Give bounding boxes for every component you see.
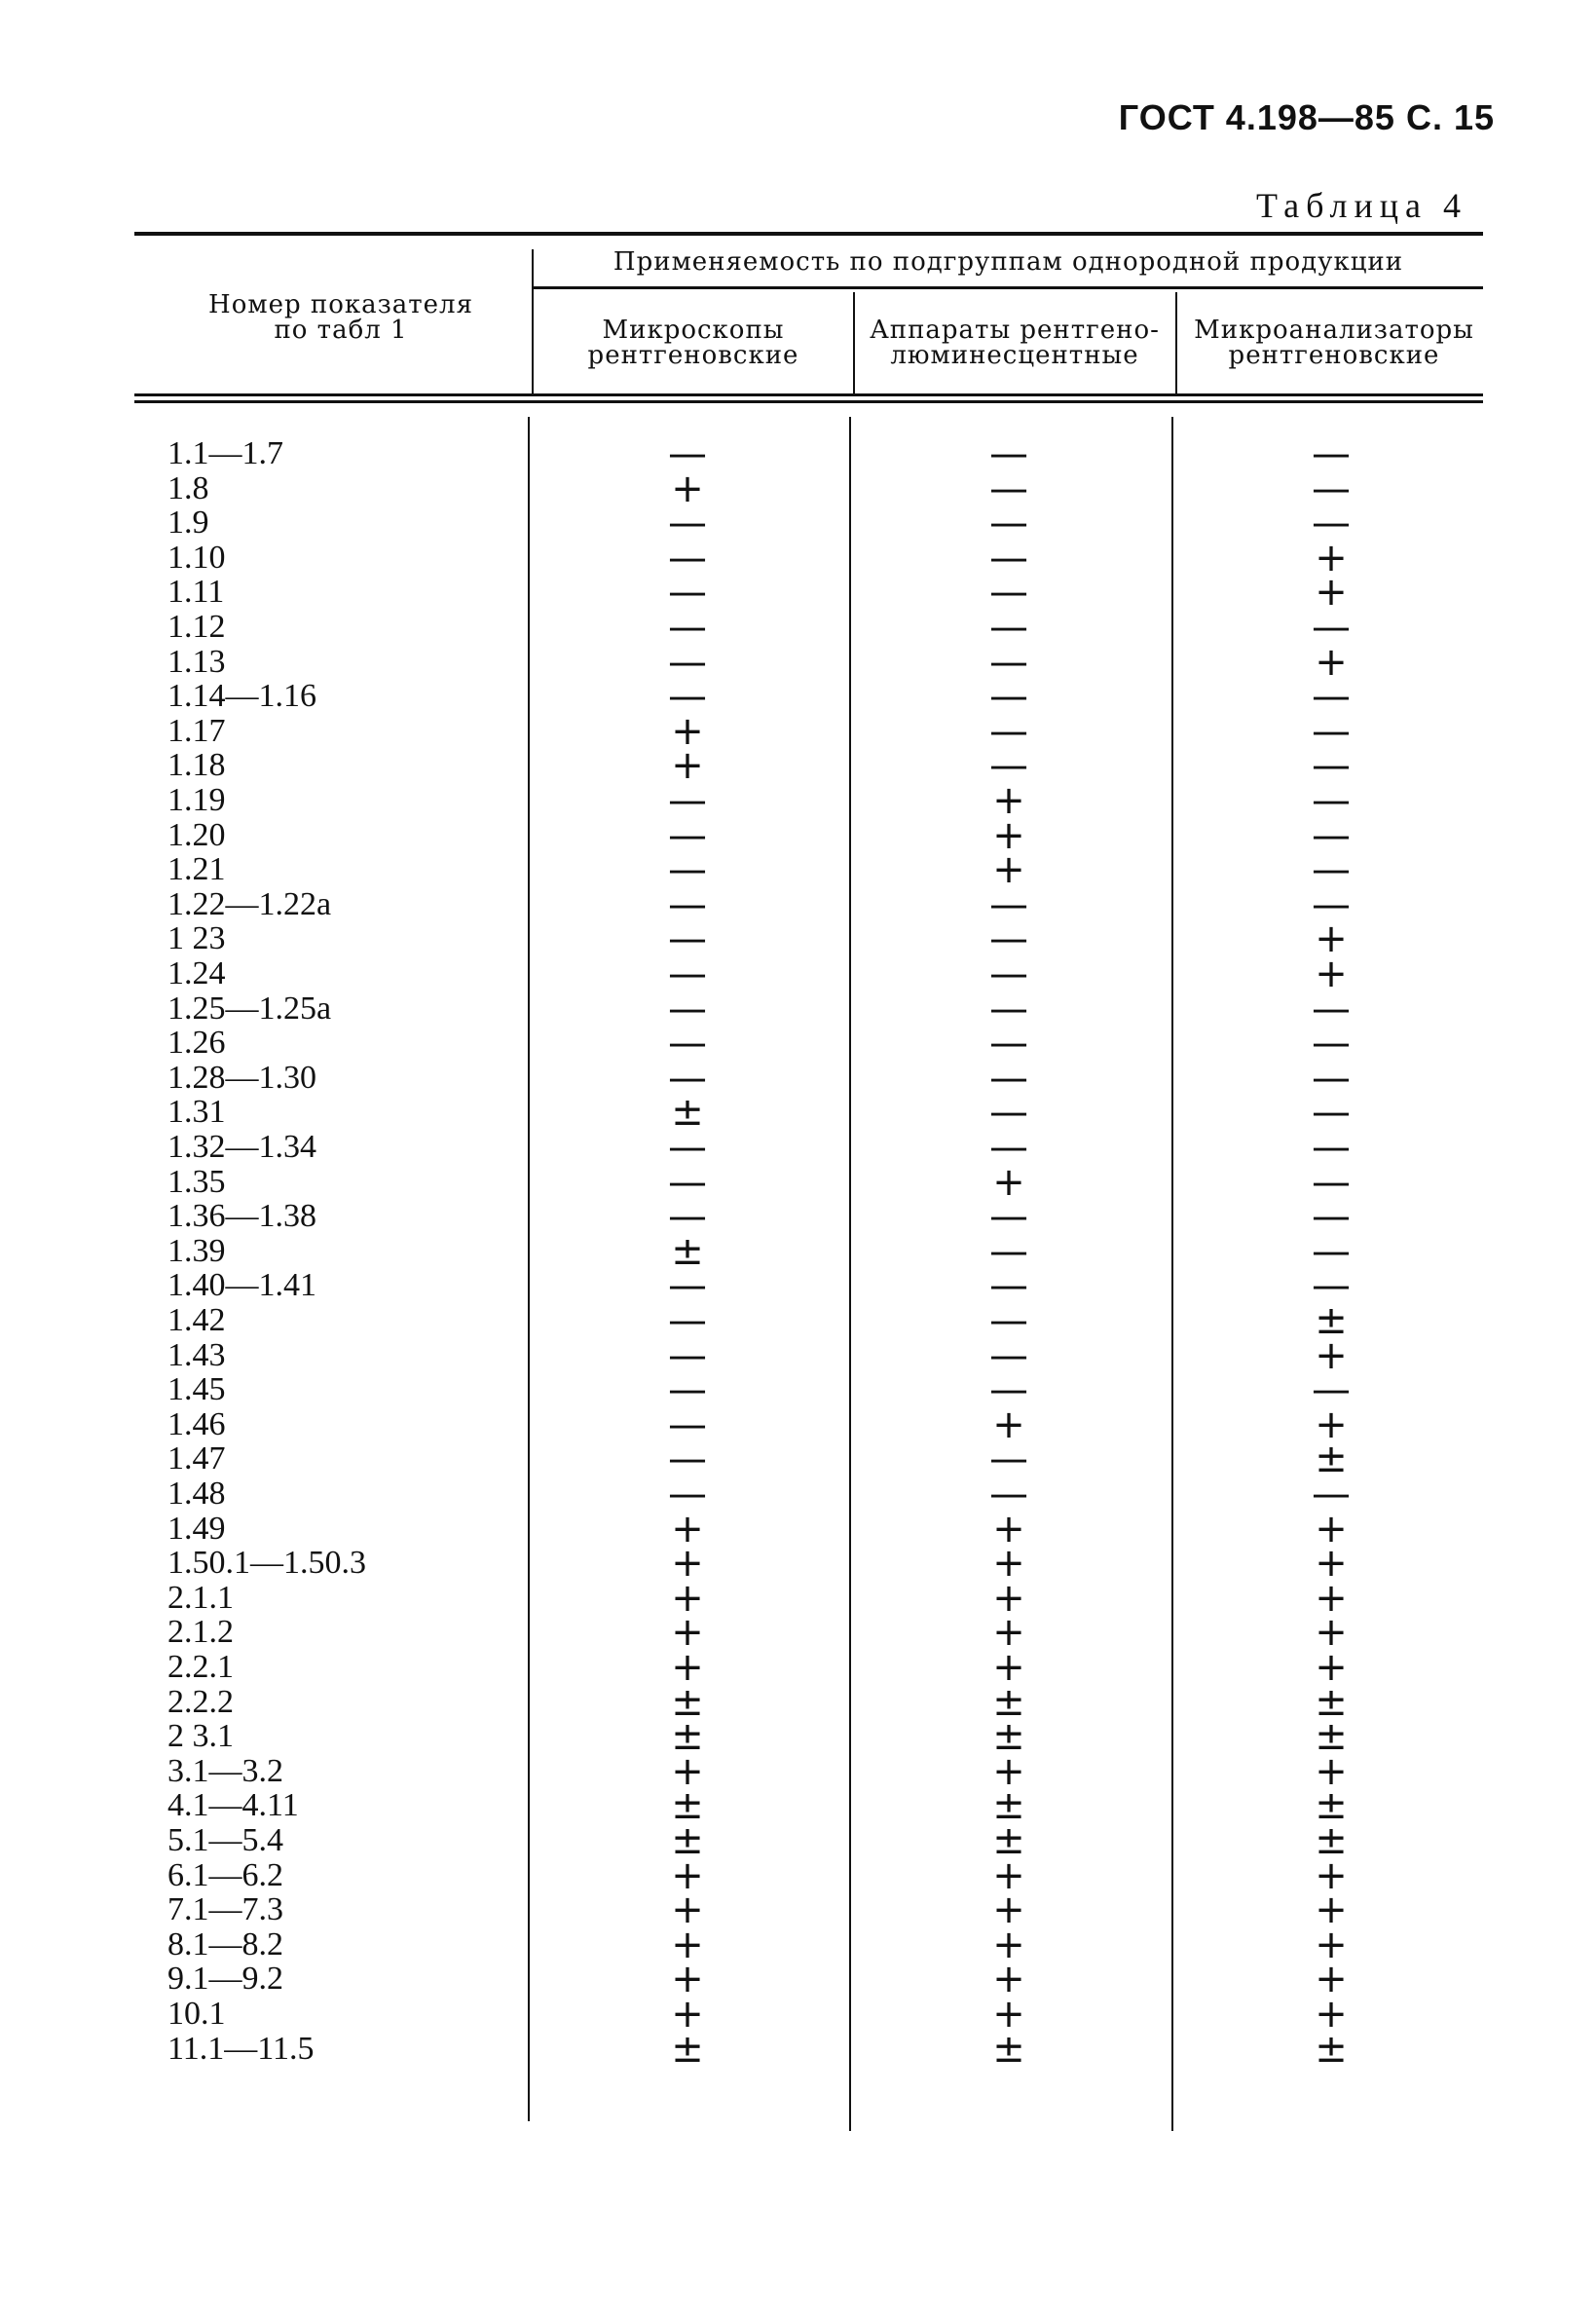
applicability-mark: + <box>671 1957 704 2002</box>
applicability-mark: — <box>668 1055 707 1101</box>
table-row <box>0 952 1596 996</box>
applicability-mark: — <box>1312 431 1351 476</box>
table-row <box>0 1575 1596 1621</box>
indicator-number: 1 23 <box>167 920 226 957</box>
table-row <box>0 1401 1596 1447</box>
applicability-mark: + <box>671 708 704 754</box>
applicability-mark: — <box>668 1367 707 1413</box>
applicability-mark: + <box>1315 1332 1348 1378</box>
applicability-mark: — <box>668 1125 707 1170</box>
applicability-mark: + <box>992 847 1025 893</box>
indicator-number: 1.12 <box>167 609 226 645</box>
applicability-mark: — <box>668 1021 707 1066</box>
indicator-number: 1.24 <box>167 955 226 991</box>
applicability-mark: — <box>989 986 1028 1031</box>
applicability-mark: ± <box>1315 1818 1348 1863</box>
indicator-number: 1.28—1.30 <box>167 1059 316 1096</box>
indicator-number: 1.43 <box>167 1336 226 1373</box>
table-row <box>0 1367 1596 1413</box>
applicability-mark: — <box>989 1332 1028 1378</box>
table-row <box>0 1090 1596 1136</box>
applicability-mark: — <box>1312 778 1351 823</box>
table-top-rule <box>134 232 1483 236</box>
applicability-mark: — <box>1312 674 1351 720</box>
indicator-number: 4.1—4.11 <box>167 1787 299 1824</box>
column-header-luminescent-apparatus: Аппараты рентгено- люминесцентные <box>870 316 1160 370</box>
applicability-mark: + <box>671 1506 704 1551</box>
indicator-number: 1.8 <box>167 469 209 506</box>
table-row <box>0 1679 1596 1725</box>
applicability-mark: + <box>1315 535 1348 580</box>
applicability-mark: — <box>989 1194 1028 1240</box>
applicability-mark: + <box>1315 1852 1348 1898</box>
applicability-mark: ± <box>1315 1437 1348 1482</box>
table-row <box>0 708 1596 754</box>
applicability-mark: — <box>668 1298 707 1343</box>
applicability-mark: ± <box>1315 1714 1348 1760</box>
applicability-mark: — <box>989 674 1028 720</box>
applicability-mark: + <box>992 1401 1025 1447</box>
indicator-number: 9.1—9.2 <box>167 1961 283 1998</box>
applicability-mark: — <box>989 1125 1028 1170</box>
applicability-mark: + <box>992 1887 1025 1933</box>
indicator-number: 2 3.1 <box>167 1718 234 1755</box>
indicator-number: 1.25—1.25а <box>167 990 332 1027</box>
indicator-number: 1.48 <box>167 1476 226 1512</box>
header-bottom-rule-1 <box>134 393 1483 396</box>
applicability-mark: — <box>1312 1367 1351 1413</box>
table-row <box>0 1125 1596 1170</box>
table-row <box>0 674 1596 720</box>
indicator-number: 10.1 <box>167 1996 226 2032</box>
applicability-mark: — <box>1312 1472 1351 1516</box>
table-row <box>0 431 1596 476</box>
applicability-mark: ± <box>1315 2026 1348 2072</box>
applicability-mark: ± <box>1315 1298 1348 1343</box>
table-row <box>0 1922 1596 1967</box>
applicability-mark: — <box>668 1437 707 1482</box>
table-row <box>0 847 1596 893</box>
applicability-mark: + <box>992 1957 1025 2002</box>
header-divider-col2 <box>853 292 855 395</box>
applicability-mark: — <box>668 570 707 616</box>
applicability-mark: — <box>989 708 1028 754</box>
table-row <box>0 1332 1596 1378</box>
applicability-mark: + <box>1315 1922 1348 1967</box>
applicability-mark: + <box>671 1575 704 1621</box>
applicability-mark: — <box>668 847 707 893</box>
applicability-mark: — <box>668 1401 707 1447</box>
applicability-mark: — <box>989 1298 1028 1343</box>
applicability-mark: — <box>989 1090 1028 1136</box>
applicability-mark: — <box>1312 708 1351 754</box>
applicability-mark: + <box>992 1506 1025 1551</box>
applicability-mark: — <box>1312 1228 1351 1274</box>
indicator-number: 1.1—1.7 <box>167 435 283 471</box>
applicability-mark: — <box>989 1367 1028 1413</box>
applicability-mark: — <box>1312 501 1351 546</box>
table-row <box>0 1887 1596 1933</box>
applicability-mark: ± <box>1315 1783 1348 1829</box>
table-row <box>0 1021 1596 1066</box>
indicator-number: 1.9 <box>167 505 209 542</box>
applicability-mark: + <box>992 1922 1025 1967</box>
header-bottom-rule-2 <box>134 400 1483 403</box>
table-row <box>0 1748 1596 1794</box>
table-row <box>0 1818 1596 1863</box>
applicability-mark: + <box>671 1610 704 1656</box>
applicability-mark: — <box>989 916 1028 962</box>
table-row <box>0 535 1596 580</box>
indicator-number: 1.46 <box>167 1405 226 1442</box>
applicability-mark: — <box>1312 812 1351 858</box>
indicator-number: 1.45 <box>167 1371 226 1408</box>
table-row <box>0 743 1596 789</box>
applicability-mark: — <box>1312 1194 1351 1240</box>
applicability-mark: + <box>1315 639 1348 685</box>
table-row <box>0 881 1596 927</box>
applicability-mark: — <box>668 986 707 1031</box>
applicability-mark: + <box>992 1159 1025 1205</box>
indicator-number: 1.18 <box>167 747 226 784</box>
table-row <box>0 466 1596 511</box>
applicability-mark: + <box>671 1645 704 1690</box>
table-row <box>0 639 1596 685</box>
applicability-mark: — <box>1312 466 1351 511</box>
applicability-mark: — <box>668 674 707 720</box>
table-row <box>0 1992 1596 2037</box>
index-column-header: Номер показателя по табл 1 <box>208 290 473 345</box>
applicability-mark: — <box>1312 1263 1351 1309</box>
applicability-mark: ± <box>671 1090 704 1136</box>
table-row <box>0 1957 1596 2002</box>
indicator-number: 1.11 <box>167 574 225 611</box>
applicability-mark: + <box>1315 1401 1348 1447</box>
applicability-mark: + <box>671 466 704 511</box>
indicator-number: 1.32—1.34 <box>167 1129 316 1165</box>
table-row <box>0 1055 1596 1101</box>
applicability-mark: ± <box>992 1714 1025 1760</box>
applicability-mark: + <box>671 1748 704 1794</box>
indicator-number: 1.49 <box>167 1510 226 1547</box>
indicator-number: 1.14—1.16 <box>167 678 316 715</box>
applicability-mark: — <box>989 1472 1028 1516</box>
applicability-mark: + <box>992 1541 1025 1587</box>
applicability-mark: + <box>1315 1645 1348 1690</box>
table-row <box>0 570 1596 616</box>
applicability-mark: + <box>1315 1541 1348 1587</box>
indicator-number: 1.31 <box>167 1094 226 1131</box>
indicator-number: 1.22—1.22а <box>167 885 332 922</box>
indicator-number: 1.10 <box>167 539 226 576</box>
table-row <box>0 1159 1596 1205</box>
applicability-mark: + <box>992 812 1025 858</box>
applicability-mark: — <box>989 570 1028 616</box>
applicability-mark: — <box>989 1228 1028 1274</box>
applicability-mark: + <box>671 1852 704 1898</box>
indicator-number: 8.1—8.2 <box>167 1925 283 1962</box>
column-header-microscopes: Микроскопы рентгеновские <box>587 316 799 370</box>
applicability-mark: — <box>989 1021 1028 1066</box>
indicator-number: 1.47 <box>167 1440 226 1477</box>
applicability-mark: — <box>668 605 707 650</box>
table-row <box>0 1506 1596 1551</box>
applicability-mark: + <box>992 1748 1025 1794</box>
group-header: Применяемость по подгруппам однородной продукции <box>612 247 1404 277</box>
table-caption: Таблица 4 <box>1256 186 1467 225</box>
table-row <box>0 605 1596 650</box>
indicator-number: 1.17 <box>167 712 226 749</box>
table-row <box>0 1194 1596 1240</box>
applicability-mark: — <box>989 535 1028 580</box>
applicability-mark: ± <box>671 1679 704 1725</box>
indicator-number: 1.40—1.41 <box>167 1267 316 1304</box>
applicability-mark: — <box>1312 1090 1351 1136</box>
table-row <box>0 1228 1596 1274</box>
document-reference: ГОСТ 4.198—85 С. 15 <box>1118 97 1495 137</box>
indicator-number: 1.19 <box>167 782 226 818</box>
applicability-mark: + <box>1315 1957 1348 2002</box>
column-header-microanalyzers: Микроанализаторы рентгеновские <box>1194 316 1474 370</box>
applicability-mark: ± <box>1315 1679 1348 1725</box>
applicability-mark: ± <box>992 1679 1025 1725</box>
applicability-mark: — <box>989 501 1028 546</box>
applicability-mark: + <box>1315 952 1348 996</box>
table-row <box>0 1263 1596 1309</box>
applicability-mark: ± <box>992 2026 1025 2072</box>
indicator-number: 7.1—7.3 <box>167 1891 283 1928</box>
applicability-mark: — <box>668 1472 707 1516</box>
applicability-mark: — <box>668 1159 707 1205</box>
applicability-mark: — <box>668 431 707 476</box>
table-row <box>0 1472 1596 1516</box>
table-row <box>0 812 1596 858</box>
indicator-number: 1.42 <box>167 1302 226 1338</box>
indicator-number: 1.20 <box>167 816 226 853</box>
indicator-number: 11.1—11.5 <box>167 2030 315 2067</box>
applicability-mark: — <box>989 466 1028 511</box>
indicator-number: 1.35 <box>167 1163 226 1200</box>
applicability-mark: — <box>668 535 707 580</box>
applicability-mark: + <box>1315 1887 1348 1933</box>
applicability-mark: — <box>668 639 707 685</box>
table-row <box>0 778 1596 823</box>
applicability-mark: — <box>1312 605 1351 650</box>
applicability-mark: — <box>1312 1055 1351 1101</box>
indicator-number: 2.1.1 <box>167 1579 234 1616</box>
table-row <box>0 916 1596 962</box>
applicability-mark: — <box>989 639 1028 685</box>
applicability-mark: — <box>989 605 1028 650</box>
table-row <box>0 1852 1596 1898</box>
indicator-number: 2.2.2 <box>167 1683 234 1720</box>
applicability-mark: + <box>992 1575 1025 1621</box>
group-header-rule <box>534 286 1483 289</box>
applicability-mark: + <box>1315 1610 1348 1656</box>
applicability-mark: — <box>1312 986 1351 1031</box>
table-row <box>0 1298 1596 1343</box>
applicability-mark: — <box>989 743 1028 789</box>
applicability-mark: ± <box>671 2026 704 2072</box>
table-row <box>0 501 1596 546</box>
table-row <box>0 1437 1596 1482</box>
applicability-mark: + <box>992 778 1025 823</box>
table-row <box>0 986 1596 1031</box>
applicability-mark: + <box>992 1645 1025 1690</box>
table-row <box>0 1645 1596 1690</box>
applicability-mark: — <box>668 812 707 858</box>
applicability-mark: — <box>989 881 1028 927</box>
indicator-number: 3.1—3.2 <box>167 1752 283 1789</box>
applicability-mark: — <box>1312 1021 1351 1066</box>
applicability-mark: + <box>671 1541 704 1587</box>
applicability-mark: — <box>668 881 707 927</box>
applicability-mark: + <box>1315 1748 1348 1794</box>
applicability-mark: — <box>668 952 707 996</box>
applicability-mark: ± <box>671 1714 704 1760</box>
applicability-mark: — <box>668 1194 707 1240</box>
indicator-number: 5.1—5.4 <box>167 1822 283 1858</box>
table-row <box>0 2026 1596 2072</box>
applicability-mark: + <box>992 1852 1025 1898</box>
applicability-mark: — <box>1312 847 1351 893</box>
table-row <box>0 1783 1596 1829</box>
applicability-mark: ± <box>992 1783 1025 1829</box>
applicability-mark: ± <box>992 1818 1025 1863</box>
indicator-number: 2.1.2 <box>167 1614 234 1651</box>
indicator-number: 1.50.1—1.50.3 <box>167 1545 366 1582</box>
applicability-mark: — <box>1312 881 1351 927</box>
indicator-number: 2.2.1 <box>167 1649 234 1685</box>
applicability-mark: — <box>668 916 707 962</box>
applicability-mark: + <box>671 1887 704 1933</box>
applicability-mark: + <box>1315 1506 1348 1551</box>
indicator-number: 1.26 <box>167 1025 226 1062</box>
table-row <box>0 1714 1596 1760</box>
applicability-mark: ± <box>671 1818 704 1863</box>
applicability-mark: + <box>671 1922 704 1967</box>
applicability-mark: + <box>1315 570 1348 616</box>
applicability-mark: + <box>1315 916 1348 962</box>
applicability-mark: ± <box>671 1228 704 1274</box>
applicability-mark: — <box>1312 1125 1351 1170</box>
indicator-number: 1.36—1.38 <box>167 1198 316 1235</box>
indicator-number: 1.21 <box>167 851 226 888</box>
table-row <box>0 1541 1596 1587</box>
applicability-mark: — <box>668 501 707 546</box>
applicability-mark: — <box>668 1332 707 1378</box>
applicability-mark: — <box>1312 1159 1351 1205</box>
header-divider-col3 <box>1175 292 1177 395</box>
applicability-mark: + <box>671 1992 704 2037</box>
applicability-mark: + <box>671 743 704 789</box>
applicability-mark: — <box>668 1263 707 1309</box>
applicability-mark: — <box>989 952 1028 996</box>
applicability-mark: — <box>989 1263 1028 1309</box>
indicator-number: 1.13 <box>167 643 226 680</box>
applicability-mark: — <box>989 1437 1028 1482</box>
applicability-mark: — <box>989 1055 1028 1101</box>
applicability-mark: — <box>668 778 707 823</box>
applicability-mark: — <box>1312 743 1351 789</box>
indicator-number: 6.1—6.2 <box>167 1856 283 1893</box>
table-row <box>0 1610 1596 1656</box>
applicability-mark: + <box>1315 1575 1348 1621</box>
applicability-mark: + <box>992 1992 1025 2037</box>
applicability-mark: + <box>992 1610 1025 1656</box>
applicability-mark: + <box>1315 1992 1348 2037</box>
applicability-mark: ± <box>671 1783 704 1829</box>
indicator-number: 1.39 <box>167 1232 226 1269</box>
applicability-mark: — <box>989 431 1028 476</box>
